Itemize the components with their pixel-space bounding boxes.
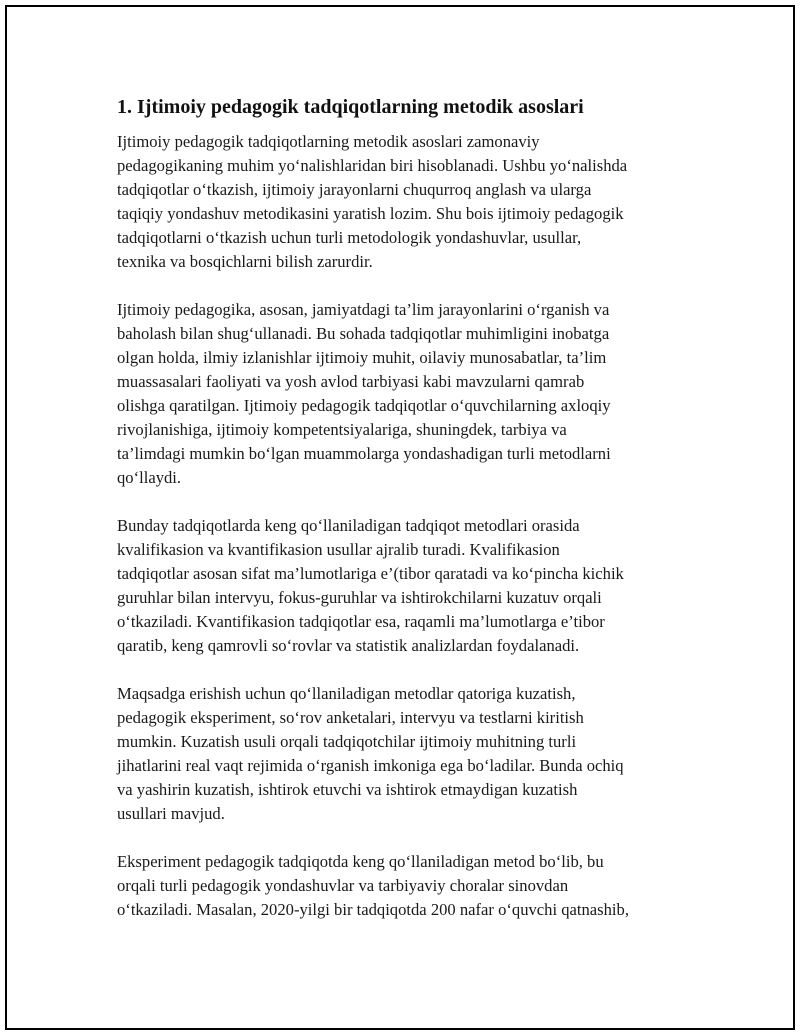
section-heading: 1. Ijtimoiy pedagogik tadqiqotlarning metodik asoslari (117, 96, 584, 118)
text-line: Ijtimoiy pedagogik tadqiqotlarning metodik asoslari zamonaviy (117, 132, 540, 151)
text-line: texnika va bosqichlarni bilish zarurdir. (117, 252, 373, 271)
paragraph-1 (117, 130, 692, 274)
paragraph-3 (117, 514, 692, 658)
paragraph-4 (117, 682, 692, 826)
text-line: pedagogik eksperiment, so‘rov anketalari, intervyu va testlarni kiritish (117, 708, 584, 727)
text-line: muassasalari faoliyati va yosh avlod tarbiyasi kabi mavzularni qamrab (117, 372, 585, 391)
paragraph-2 (117, 298, 692, 490)
text-line: orqali turli pedagogik yondashuvlar va tarbiyaviy choralar sinovdan (117, 876, 569, 895)
text-line: jihatlarini real vaqt rejimida o‘rganish imkoniga ega bo‘ladilar. Bunda ochiq (117, 756, 624, 775)
text-line: ta’limdagi mumkin bo‘lgan muammolarga yondashadigan turli metodlarni (117, 444, 611, 463)
text-line: qo‘llaydi. (117, 468, 182, 487)
document-body (117, 93, 692, 946)
text-line: qaratib, keng qamrovli so‘rovlar va statistik analizlardan foydalanadi. (117, 636, 580, 655)
text-line: olgan holda, ilmiy izlanishlar ijtimoiy muhit, oilaviy munosabatlar, ta’lim (117, 348, 607, 367)
text-line: usullari mavjud. (117, 804, 225, 823)
text-line: o‘tkaziladi. Masalan, 2020-yilgi bir tadqiqotda 200 nafar o‘quvchi qatnashib, (117, 900, 629, 919)
text-line: Eksperiment pedagogik tadqiqotda keng qo‘llaniladigan metod bo‘lib, bu (117, 852, 604, 871)
text-line: tadqiqotlar o‘tkazish, ijtimoiy jarayonlarni chuqurroq anglash va ularga (117, 180, 592, 199)
text-line: o‘tkaziladi. Kvantifikasion tadqiqotlar esa, raqamli ma’lumotlarga e’tibor (117, 612, 605, 631)
text-line: baholash bilan shug‘ullanadi. Bu sohada tadqiqotlar muhimligini inobatga (117, 324, 610, 343)
text-line: olishga qaratilgan. Ijtimoiy pedagogik tadqiqotlar o‘quvchilarning axloqiy (117, 396, 611, 415)
text-line: rivojlanishiga, ijtimoiy kompetentsiyalariga, shuningdek, tarbiya va (117, 420, 567, 439)
text-line: Ijtimoiy pedagogika, asosan, jamiyatdagi ta’lim jarayonlarini o‘rganish va (117, 300, 610, 319)
text-line: tadqiqotlar asosan sifat ma’lumotlariga e’(tibor qaratadi va ko‘pincha kichik (117, 564, 624, 583)
text-line: Maqsadga erishish uchun qo‘llaniladigan metodlar qatoriga kuzatish, (117, 684, 576, 703)
text-line: pedagogikaning muhim yo‘nalishlaridan biri hisoblanadi. Ushbu yo‘nalishda (117, 156, 628, 175)
text-line: kvalifikasion va kvantifikasion usullar ajralib turadi. Kvalifikasion (117, 540, 560, 559)
paragraph-5 (117, 850, 692, 922)
text-line: va yashirin kuzatish, ishtirok etuvchi va ishtirok etmaydigan kuzatish (117, 780, 578, 799)
text-line: taqiqiy yondashuv metodikasini yaratish lozim. Shu bois ijtimoiy pedagogik (117, 204, 624, 223)
text-line: guruhlar bilan intervyu, fokus-guruhlar va ishtirokchilarni kuzatuv orqali (117, 588, 602, 607)
text-line: mumkin. Kuzatish usuli orqali tadqiqotchilar ijtimoiy muhitning turli (117, 732, 577, 751)
text-line: tadqiqotlarni o‘tkazish uchun turli metodologik yondashuvlar, usullar, (117, 228, 582, 247)
text-line: Bunday tadqiqotlarda keng qo‘llaniladigan tadqiqot metodlari orasida (117, 516, 580, 535)
